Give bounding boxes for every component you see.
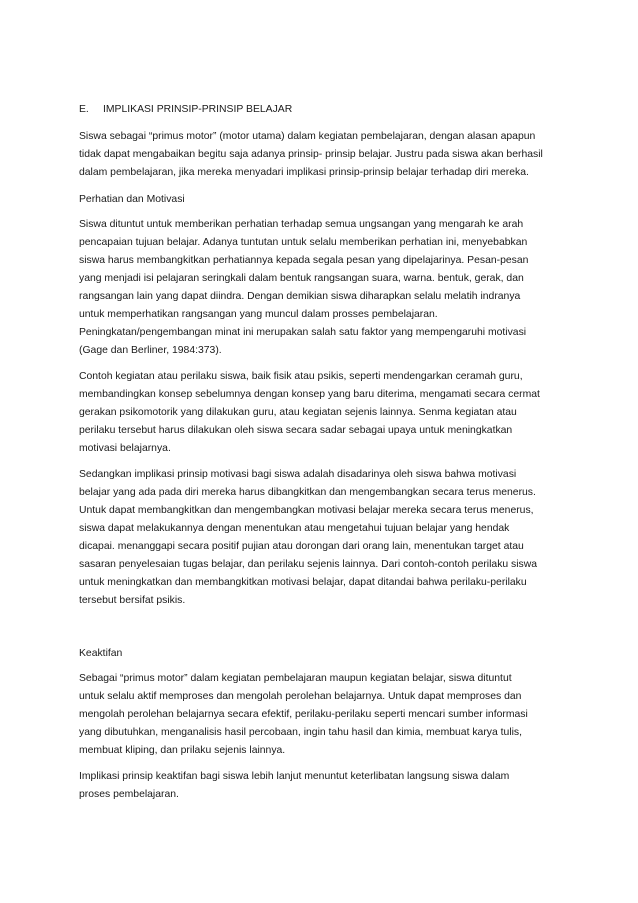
- paragraph-line: membandingkan konsep sebelumnya dengan konsep yang baru diterima, mengamati secara cermat: [79, 389, 540, 400]
- heading-title: IMPLIKASI PRINSIP-PRINSIP BELAJAR: [103, 104, 293, 115]
- paragraph-line: motivasi belajarnya.: [79, 443, 171, 454]
- paragraph-line: siswa harus membangkitkan perhatiannya kepada segala pesan yang dipelajarinya. Pesan-pesan: [79, 255, 529, 266]
- paragraph-keaktifan: [79, 670, 569, 760]
- paragraph-line: Siswa dituntut untuk memberikan perhatian terhadap semua ungsangan yang mengarah ke arah: [79, 219, 524, 230]
- paragraph-line: siswa dapat melakukannya dengan menentukan atau mengetahui tujuan belajar yang hendak: [79, 523, 510, 534]
- paragraph-line: Sebagai “primus motor” dalam kegiatan pembelajaran maupun kegiatan belajar, siswa dituntut: [79, 673, 512, 684]
- heading-number: E.: [79, 104, 89, 115]
- paragraph-line: sasaran penyelesaian tugas belajar, dan perilaku sejenis lainnya. Dari contoh-contoh perilaku siswa: [79, 559, 538, 570]
- paragraph-line: yang menjadi isi pelajaran seringkali dalam bentuk rangsangan suara, warna. bentuk, gerak, dan: [79, 273, 524, 284]
- paragraph-line: Peningkatan/pengembangan minat ini merupakan salah satu faktor yang mempengaruhi motivasi: [79, 327, 527, 338]
- section-heading: [79, 100, 569, 120]
- paragraph-line: gerakan psikomotorik yang dilakukan guru, atau kegiatan sejenis lainnya. Senma kegiatan atau: [79, 407, 517, 418]
- paragraph-line: (Gage dan Berliner, 1984:373).: [79, 345, 222, 356]
- paragraph-line: Untuk dapat membangkitkan dan mengembangkan motivasi belajar mereka secara terus menerus,: [79, 505, 534, 516]
- paragraph-line: untuk selalu aktif memproses dan mengolah perolehan belajarnya. Untuk dapat memproses dan: [79, 691, 522, 702]
- subheading-perhatian-motivasi: Perhatian dan Motivasi: [79, 194, 185, 205]
- intro-paragraph: [79, 128, 569, 182]
- paragraph-line: untuk meningkatkan dan membangkitkan motivasi belajar, dapat ditandai bahwa perilaku-perilaku: [79, 577, 527, 588]
- paragraph-line: membuat kliping, dan prilaku sejenis lainnya.: [79, 745, 286, 756]
- paragraph-line: dicapai. menanggapi secara positif pujian atau dorongan dari orang lain, menentukan target atau: [79, 541, 524, 552]
- paragraph-line: rangsangan lain yang dapat diindra. Dengan demikian siswa diharapkan selalu melatih indranya: [79, 291, 521, 302]
- paragraph-line: mengolah perolehan belajarnya secara efektif, perilaku-perilaku seperti mencari sumber informasi: [79, 709, 528, 720]
- paragraph-perhatian: [79, 216, 569, 360]
- paragraph-line: Siswa sebagai “primus motor” (motor utama) dalam kegiatan pembelajaran, dengan alasan apapun: [79, 131, 536, 142]
- paragraph-line: tersebut bersifat psikis.: [79, 595, 186, 606]
- paragraph-line: Sedangkan implikasi prinsip motivasi bagi siswa adalah disadarinya oleh siswa bahwa motivasi: [79, 469, 517, 480]
- paragraph-implikasi-motivasi: [79, 466, 569, 610]
- paragraph-line: pencapaian tujuan belajar. Adanya tuntutan untuk selalu memberikan perhatian ini, menyebabkan: [79, 237, 528, 248]
- paragraph-line: Contoh kegiatan atau perilaku siswa, baik fisik atau psikis, seperti mendengarkan ceramah guru,: [79, 371, 523, 382]
- paragraph-implikasi-keaktifan: [79, 768, 569, 804]
- section-spacer: [79, 618, 569, 644]
- paragraph-line: proses pembelajaran.: [79, 789, 179, 800]
- paragraph-line: belajar yang ada pada diri mereka harus dibangkitkan dan mengembangkan secara terus menerus.: [79, 487, 536, 498]
- paragraph-line: dalam pembelajaran, jika mereka menyadari implikasi prinsip-prinsip belajar terhadap diri mereka.: [79, 167, 529, 178]
- subheading-keaktifan: Keaktifan: [79, 648, 123, 659]
- document-page: [79, 100, 569, 812]
- paragraph-line: Implikasi prinsip keaktifan bagi siswa lebih lanjut menuntut keterlibatan langsung siswa dalam: [79, 771, 510, 782]
- paragraph-line: yang dibutuhkan, menganalisis hasil percobaan, ingin tahu hasil dan kimia, membuat karya tulis,: [79, 727, 523, 738]
- paragraph-line: tidak dapat mengabaikan begitu saja adanya prinsip- prinsip belajar. Justru pada siswa akan berhasil: [79, 149, 543, 160]
- paragraph-contoh-kegiatan: [79, 368, 569, 458]
- paragraph-line: untuk memperhatikan rangsangan yang muncul dalam prosses pembelajaran.: [79, 309, 438, 320]
- paragraph-line: perilaku tersebut harus dilakukan oleh siswa secara sadar sebagai upaya untuk meningkatkan: [79, 425, 513, 436]
